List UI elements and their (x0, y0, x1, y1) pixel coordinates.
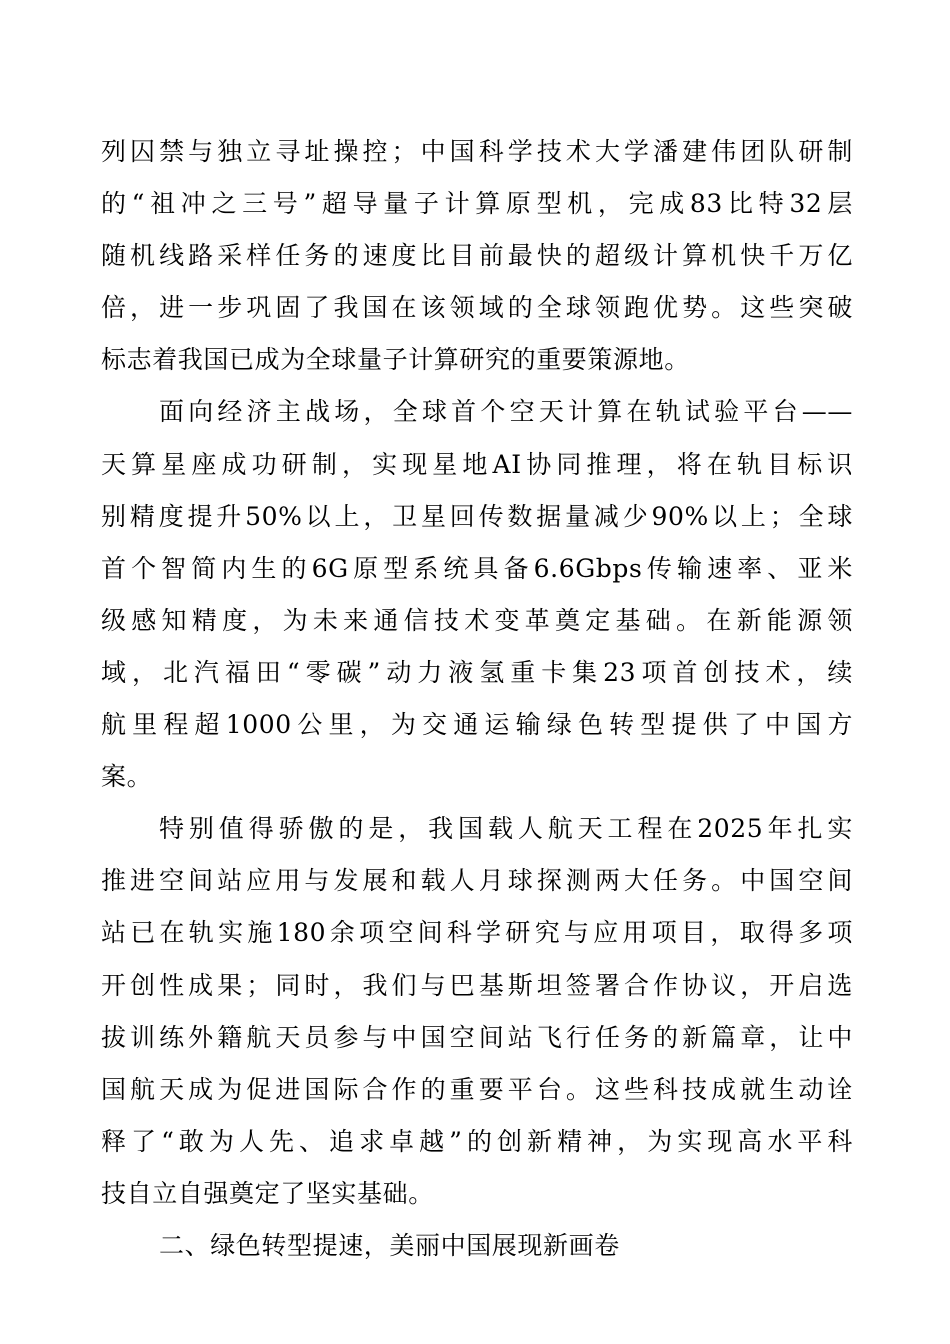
text-line: 特别值得骄傲的是，我国载人航天工程在2025年扎实 (159, 814, 853, 844)
text-line: 别精度提升50%以上，卫星回传数据量减少90%以上；全球 (101, 501, 853, 531)
section-heading: 二、绿色转型提速，美丽中国展现新画卷 (159, 1230, 620, 1260)
paragraph-quantum-computing (101, 126, 853, 386)
text-line: 案。 (101, 762, 153, 792)
text-line: 国航天成为促进国际合作的重要平台。这些科技成就生动诠 (101, 1074, 853, 1104)
text-line: 标志着我国已成为全球量子计算研究的重要策源地。 (101, 345, 690, 375)
text-line: 推进空间站应用与发展和载人月球探测两大任务。中国空间 (101, 866, 853, 896)
text-line: 倍，进一步巩固了我国在该领域的全球领跑优势。这些突破 (101, 293, 853, 323)
text-line: 的“祖冲之三号”超导量子计算原型机，完成83比特32层 (101, 189, 853, 219)
text-line: 天算星座成功研制，实现星地AI协同推理，将在轨目标识 (101, 449, 853, 479)
text-line: 拔训练外籍航天员参与中国空间站飞行任务的新篇章，让中 (101, 1022, 853, 1052)
text-line: 随机线路采样任务的速度比目前最快的超级计算机快千万亿 (101, 241, 853, 271)
text-line: 面向经济主战场，全球首个空天计算在轨试验平台—— (159, 397, 853, 427)
document-body (101, 126, 853, 1272)
text-line: 首个智简内生的6G原型系统具备6.6Gbps传输速率、亚米 (101, 553, 853, 583)
paragraph-economy (101, 386, 853, 803)
text-line: 级感知精度，为未来通信技术变革奠定基础。在新能源领 (101, 605, 853, 635)
text-line: 释了“敢为人先、追求卓越”的创新精神，为实现高水平科 (101, 1126, 853, 1156)
text-line: 站已在轨实施180余项空间科学研究与应用项目，取得多项 (101, 918, 853, 948)
paragraph-space-program (101, 803, 853, 1220)
text-line: 技自立自强奠定了坚实基础。 (101, 1178, 434, 1208)
text-line: 域，北汽福田“零碳”动力液氢重卡集23项首创技术，续 (101, 657, 853, 687)
text-line: 开创性成果；同时，我们与巴基斯坦签署合作协议，开启选 (101, 970, 853, 1000)
text-line: 航里程超1000公里，为交通运输绿色转型提供了中国方 (101, 710, 853, 740)
text-line: 列囚禁与独立寻址操控；中国科学技术大学潘建伟团队研制 (101, 137, 853, 166)
